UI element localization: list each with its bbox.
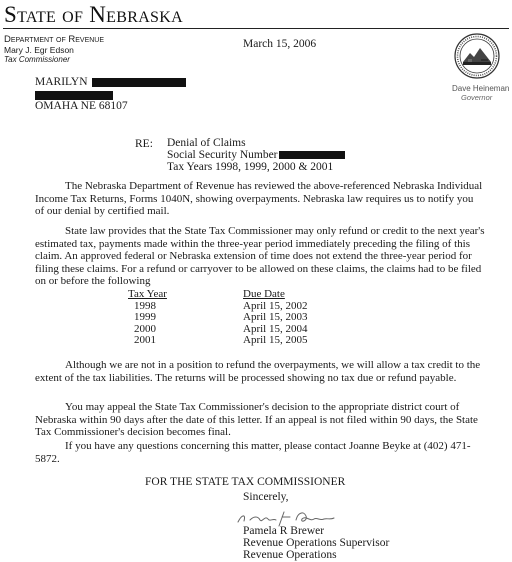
closing-sincerely: Sincerely,	[243, 491, 289, 503]
signature-text: Pamela R Brewer	[232, 506, 240, 507]
governor-name: Dave Heineman	[452, 84, 510, 93]
table-cell-year: 1999	[134, 311, 156, 323]
recipient-city-line: OMAHA NE 68107	[35, 100, 128, 112]
letter-date: March 15, 2006	[243, 38, 317, 50]
re-subject: Denial of Claims	[167, 137, 246, 149]
body-paragraph-2: State law provides that the State Tax Commissioner may only refund or credit to the next year's estimated tax, payments made within the three-year period immediately preceding the filing of this claim. An approved federal or Nebraska extension of time does not extend the three-year period for filing these claims. For a refund or carryover to be allowed on these claims, the claims had to be filed on or before the following	[35, 225, 485, 287]
re-label: RE:	[135, 138, 153, 150]
body-paragraph-4: You may appeal the State Tax Commissioner's decision to the appropriate district court of Nebraska within 90 days after the date of this letter. If an appeal is not filed within 90 days, the State Tax Commissioner's decision becomes final.	[35, 401, 478, 438]
signer-title: Revenue Operations Supervisor	[243, 537, 390, 549]
header-tax-year: Tax Year	[128, 288, 167, 300]
director-title: Tax Commissioner	[4, 55, 70, 64]
table-cell-year: 2001	[134, 334, 156, 346]
state-seal-icon	[454, 33, 500, 79]
table-header-row	[128, 289, 368, 301]
table-cell-date: April 15, 2002	[243, 299, 308, 312]
table-cell-date: April 15, 2004	[243, 322, 308, 335]
table-cell-year: 2000	[134, 322, 156, 335]
governor-title: Governor	[461, 93, 493, 102]
redaction-bar	[92, 78, 186, 87]
body-paragraph-5: If you have any questions concerning this matter, please contact Joanne Beyke at (402) 471-5872.	[35, 440, 471, 465]
table-cell-year: 1998	[134, 299, 156, 312]
re-ssn-label: Social Security Number	[167, 149, 278, 161]
table-cell-date: April 15, 2003	[243, 311, 308, 323]
letterhead-title: State of Nebraska	[4, 2, 183, 27]
re-tax-years: Tax Years 1998, 1999, 2000 & 2001	[167, 161, 334, 173]
table-row	[128, 335, 368, 347]
table-cell-date: April 15, 2005	[243, 334, 308, 346]
header-due-date: Due Date	[243, 288, 285, 300]
recipient-name-line	[35, 76, 186, 89]
redaction-bar	[279, 151, 345, 159]
body-paragraph-1: The Nebraska Department of Revenue has reviewed the above-referenced Nebraska Individual Income Tax Returns, Forms 1040N, showing overpayments. Nebraska law requires us to notify you of our denial by certified mail.	[35, 180, 483, 217]
signer-department: Revenue Operations	[243, 549, 337, 561]
director-name: Mary J. Egr Edson	[4, 45, 74, 55]
due-date-table	[128, 289, 368, 347]
table-row	[128, 312, 368, 324]
closing-for-line: FOR THE STATE TAX COMMISSIONER	[145, 476, 346, 488]
signer-name: Pamela R Brewer	[243, 525, 325, 537]
body-paragraph-3: Although we are not in a position to refund the overpayments, we will allow a tax credit to the extent of the tax liabilities. The returns will be processed showing no tax due or refund payable.	[35, 359, 481, 384]
recipient-first-name: MARILYN	[35, 76, 88, 88]
department-name: Department of Revenue	[4, 34, 105, 45]
redaction-bar	[35, 91, 113, 100]
letterhead-rule	[3, 28, 509, 29]
